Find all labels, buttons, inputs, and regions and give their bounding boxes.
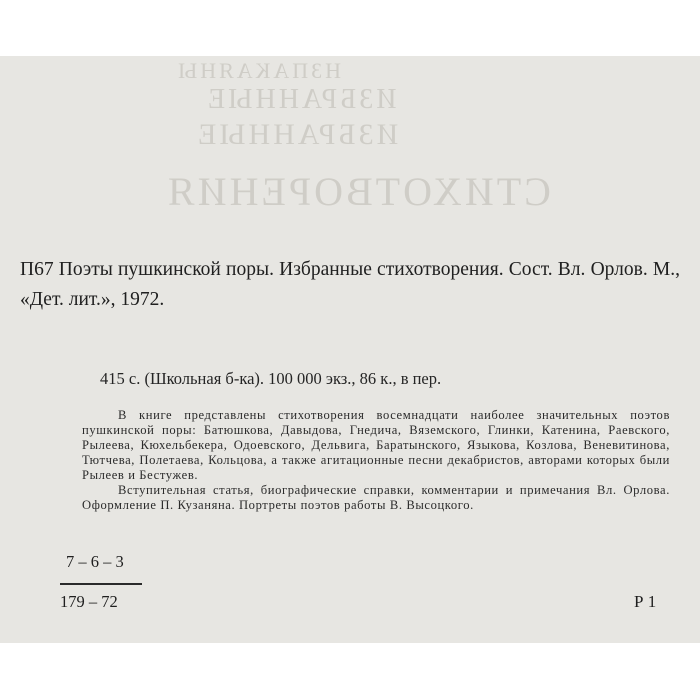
classification-code-top: 7 – 6 – 3 bbox=[66, 552, 124, 571]
bleed-through-text: НЗПАКАЯНЫ ИЗБРАННЫЕ ИЗБРАННЫЕ СТИХОТВОРЕНИЯ bbox=[165, 58, 551, 214]
index-mark: Р 1 bbox=[634, 592, 657, 611]
annotation-paragraph: Вступительная статья, биографические справки, комментарии и примечания Вл. Орлова. Оформление П. Кузаняна. Портреты поэтов работы В. Высоцкого. bbox=[82, 483, 670, 512]
scanned-page bbox=[0, 56, 700, 643]
card-imprint: 415 с. (Школьная б-ка). 100 000 экз., 86 к., в пер. bbox=[100, 369, 442, 388]
annotation-paragraph: В книге представлены стихотворения восемнадцати наиболее значительных поэтов пушкинской поры: Батюшкова, Давыдова, Гнедича, Вяземского, Глинки, Катенина, Раевского, Рылеева, Кюхельбекера, Одоевского, Дельвига, Баратынского, Языкова, Козлова, Веневитинова, Тютчева, Полетаева, Кольцова, а также агитационные песни декабристов, авторами которых были Рылеев и Бестужев. bbox=[82, 408, 670, 482]
card-heading: П67 Поэты пушкинской поры. Избранные стихотворения. Сост. Вл. Орлов. М., «Дет. лит.», 1972. bbox=[20, 259, 680, 310]
classification-code-bottom: 179 – 72 bbox=[60, 592, 118, 611]
classification-divider bbox=[60, 583, 142, 585]
card-annotation bbox=[82, 408, 670, 513]
